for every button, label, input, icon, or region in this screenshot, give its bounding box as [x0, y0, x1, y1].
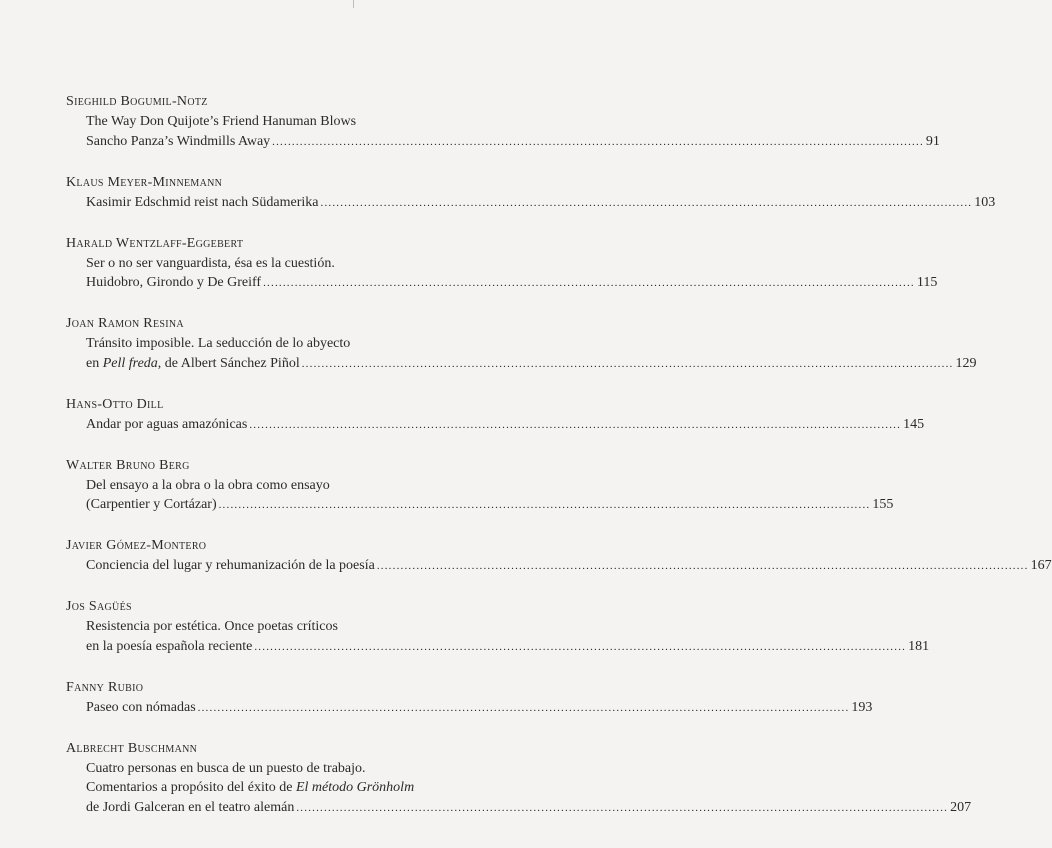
entry-author: Klaus Meyer-Minnemann: [66, 174, 223, 190]
toc-entry: [66, 92, 940, 152]
dot-leader: .....................................................................................................................................................................: [197, 701, 850, 714]
title-italic-work: El método Grönholm: [295, 780, 415, 795]
entry-title-line: Resistencia por estética. Once poetas críticos: [86, 619, 338, 634]
dot-leader: .....................................................................................................................................................................: [254, 640, 907, 653]
entry-title-line: Sancho Panza’s Windmills Away: [86, 133, 271, 149]
entry-title-line: Del ensayo a la obra o la obra como ensayo: [86, 477, 330, 493]
entry-last-line[interactable]: [86, 637, 930, 658]
entry-last-line[interactable]: [86, 798, 972, 819]
entry-last-line[interactable]: [86, 193, 996, 214]
entry-title-line: Conciencia del lugar y rehumanización de la poesía: [86, 558, 375, 573]
entry-title-line: Huidobro, Girondo y De Greiff: [86, 275, 262, 290]
entry-last-line[interactable]: [86, 495, 894, 516]
title-text-pre: Comentarios a propósito del éxito de: [86, 780, 296, 795]
entry-title-line: de Jordi Galceran en el teatro alemán: [86, 799, 295, 815]
entry-author: Sieghild Bogumil-Notz: [66, 94, 208, 109]
title-italic-work: Pell freda: [102, 355, 158, 371]
entry-title-line: Tránsito imposible. La seducción de lo abyecto: [86, 336, 351, 351]
toc-entry: [66, 314, 977, 374]
entry-title-line: The Way Don Quijote’s Friend Hanuman Blows: [86, 114, 357, 129]
page-number: 129: [955, 355, 977, 371]
page-number: 103: [974, 194, 996, 210]
toc-entry: [66, 597, 930, 657]
entry-title-line: Cuatro personas en busca de un puesto de trabajo.: [86, 760, 366, 776]
entry-author: Albrecht Buschmann: [66, 740, 198, 756]
toc-entry: [66, 739, 972, 819]
page-number: 91: [925, 133, 940, 149]
entry-last-line[interactable]: [86, 556, 1052, 577]
toc-entry: [66, 395, 925, 436]
entry-last-line[interactable]: [86, 132, 940, 153]
entry-author: Joan Ramon Resina: [66, 316, 184, 331]
dot-leader: .....................................................................................................................................................................: [296, 801, 949, 814]
entry-title-line: Paseo con nómadas: [86, 699, 196, 715]
entry-title-line: Andar por aguas amazónicas: [86, 416, 248, 432]
page-number: 207: [950, 799, 972, 815]
entry-title-line: (Carpentier y Cortázar): [86, 497, 217, 512]
entry-title-line: Ser o no ser vanguardista, ésa es la cuestión.: [86, 255, 335, 271]
toc-entry: [66, 536, 1052, 577]
entry-title-line: [86, 778, 516, 798]
entry-last-line[interactable]: [86, 698, 873, 719]
toc-entry: [66, 173, 996, 214]
page-number: 193: [851, 699, 873, 715]
entry-author: Walter Bruno Berg: [66, 457, 190, 473]
page-number: 167: [1030, 558, 1052, 573]
entry-author: Harald Wentzlaff-Eggebert: [66, 235, 244, 251]
dot-leader: .....................................................................................................................................................................: [249, 418, 902, 431]
entry-title-line: [86, 354, 300, 374]
entry-title-line: en la poesía española reciente: [86, 638, 253, 654]
entry-author: Fanny Rubio: [66, 679, 144, 695]
page-number: 155: [872, 497, 894, 512]
table-of-contents: [66, 92, 1052, 839]
dot-leader: .....................................................................................................................................................................: [376, 560, 1029, 572]
entry-author: Hans-Otto Dill: [66, 396, 164, 412]
toc-entry: [66, 234, 938, 294]
top-edge-mark: [353, 0, 354, 8]
entry-author: Javier Gómez-Montero: [66, 538, 207, 553]
entry-last-line[interactable]: [86, 354, 977, 375]
entry-title-line: Kasimir Edschmid reist nach Südamerika: [86, 194, 319, 210]
dot-leader: .....................................................................................................................................................................: [218, 499, 871, 511]
dot-leader: .....................................................................................................................................................................: [320, 196, 973, 209]
dot-leader: .....................................................................................................................................................................: [301, 357, 954, 370]
toc-entry: [66, 678, 873, 719]
dot-leader: .....................................................................................................................................................................: [263, 277, 915, 289]
title-text-pre: en: [86, 355, 103, 371]
entry-last-line[interactable]: [86, 273, 938, 294]
dot-leader: .....................................................................................................................................................................: [272, 135, 924, 148]
entry-last-line[interactable]: [86, 415, 925, 436]
toc-entry: [66, 456, 894, 516]
title-text-post: , de Albert Sánchez Piñol: [157, 355, 300, 371]
page-number: 181: [908, 638, 930, 654]
entry-author: Jos Sagüés: [66, 599, 132, 614]
page-number: 145: [903, 416, 925, 432]
page-number: 115: [916, 275, 938, 290]
